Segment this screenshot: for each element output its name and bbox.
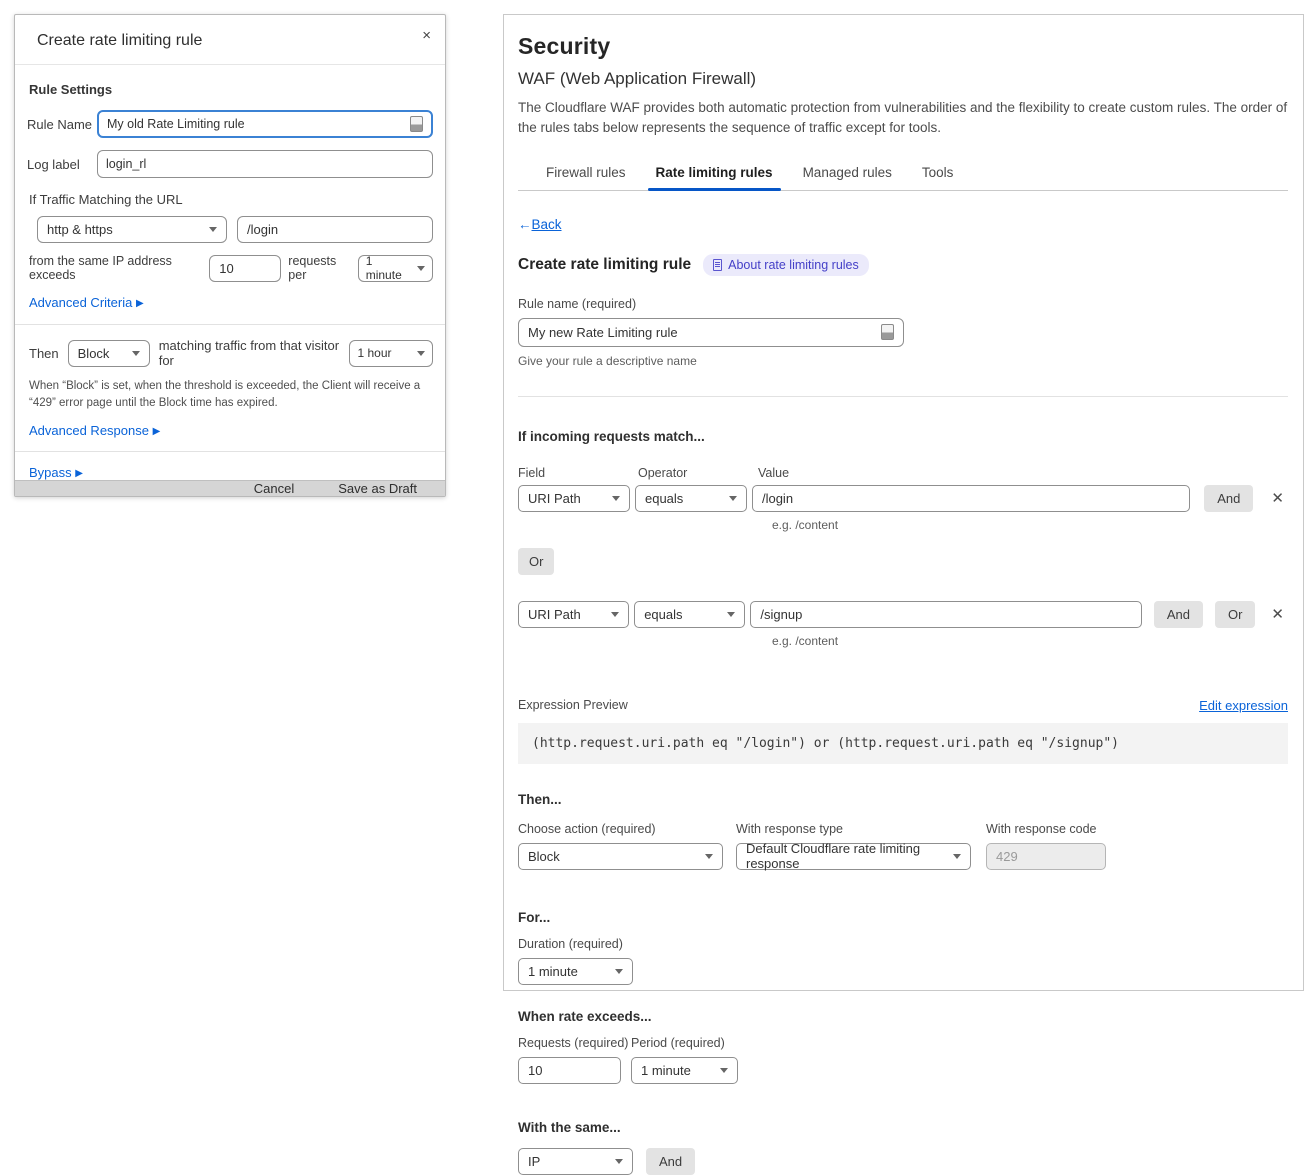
dialog-body — [15, 65, 445, 480]
chevron-down-icon — [612, 496, 620, 501]
autofill-extension-icon[interactable] — [410, 116, 423, 132]
dialog-title: Create rate limiting rule — [37, 32, 203, 49]
threshold-input[interactable] — [209, 255, 281, 282]
threshold-middle: requests per — [288, 254, 337, 282]
cancel-button[interactable]: Cancel — [253, 480, 295, 496]
rule-name-input[interactable] — [107, 117, 404, 131]
operator-select[interactable]: equals — [634, 601, 745, 628]
requests-label: Requests (required) — [518, 1035, 629, 1050]
for-heading: For... — [518, 909, 551, 925]
chevron-down-icon — [417, 266, 425, 271]
requests-input[interactable] — [518, 1057, 621, 1084]
block-help-text: When “Block” is set, when the threshold is exceeded, the Client will receive a “429” error page until the Block time has expired. — [29, 380, 421, 410]
chevron-down-icon — [132, 351, 140, 356]
page-subtitle: WAF (Web Application Firewall) — [518, 69, 757, 88]
save-as-draft-button[interactable]: Save as Draft — [338, 480, 417, 496]
advanced-criteria-link[interactable]: Advanced Criteria ▶ — [29, 295, 144, 310]
about-rate-limiting-rules-badge[interactable]: About rate limiting rules — [703, 254, 869, 276]
create-rate-limiting-rule-dialog — [14, 14, 446, 497]
dialog-header — [15, 15, 445, 65]
page-description: The Cloudflare WAF provides both automatic protection from vulnerabilities and the flexibility to create custom rules. The order of the rules tabs below represents the sequence of traffic except for tools. — [518, 100, 1288, 136]
tab-rate-limiting-rules[interactable]: Rate limiting rules — [654, 159, 775, 190]
period-label: Period (required) — [631, 1035, 725, 1050]
condition-row — [518, 601, 1288, 628]
chevron-down-icon — [611, 612, 619, 617]
rule-name-label: Rule name (required) — [518, 296, 637, 311]
back-link[interactable]: ←Back — [518, 216, 562, 232]
and-button[interactable]: And — [1154, 601, 1203, 628]
dialog-footer — [15, 480, 445, 497]
advanced-response-link[interactable]: Advanced Response ▶ — [29, 422, 161, 438]
field-label: Field — [518, 465, 546, 480]
threshold-prefix: from the same IP address exceeds — [29, 254, 172, 282]
operator-select[interactable]: equals — [635, 485, 747, 512]
rule-name-label: Rule Name — [27, 116, 93, 132]
period-select[interactable]: 1 minute — [358, 255, 433, 282]
duration-select[interactable]: 1 minute — [518, 958, 633, 985]
expander-arrow-icon: ▶ — [152, 425, 161, 437]
remove-condition-icon[interactable]: ✕ — [1271, 606, 1284, 623]
autofill-extension-icon[interactable] — [881, 324, 894, 340]
same-heading: With the same... — [518, 1119, 621, 1135]
chevron-down-icon — [953, 854, 961, 859]
rule-settings-heading: Rule Settings — [29, 82, 113, 97]
characteristic-select[interactable]: IP — [518, 1148, 633, 1175]
response-code-label: With response code — [986, 821, 1097, 836]
waf-security-panel — [503, 14, 1304, 1169]
log-label-input[interactable] — [106, 157, 424, 171]
form-title: Create rate limiting rule — [518, 255, 692, 273]
document-icon — [713, 259, 722, 271]
url-input[interactable] — [237, 216, 433, 243]
response-code-input — [986, 843, 1106, 870]
log-label-field — [97, 150, 433, 178]
rule-name-help: Give your rule a descriptive name — [518, 353, 697, 368]
action-select[interactable]: Block — [68, 340, 150, 367]
or-button[interactable]: Or — [1215, 601, 1255, 628]
scheme-select[interactable]: http & https — [37, 216, 227, 243]
chevron-down-icon — [209, 227, 217, 232]
rate-heading: When rate exceeds... — [518, 1008, 652, 1024]
tab-tools[interactable]: Tools — [921, 164, 954, 180]
close-icon[interactable]: × — [422, 27, 431, 44]
duration-label: Duration (required) — [518, 936, 623, 951]
chevron-down-icon — [615, 1159, 623, 1164]
expression-preview: (http.request.uri.path eq "/login") or (http.request.uri.path eq "/signup") — [518, 723, 1288, 764]
rules-tabs — [518, 159, 1288, 191]
operator-label: Operator — [638, 465, 688, 480]
expression-preview-label: Expression Preview — [518, 698, 628, 712]
bypass-link[interactable]: Bypass ▶ — [29, 464, 83, 480]
or-connector-button[interactable]: Or — [518, 548, 554, 575]
response-type-label: With response type — [736, 821, 843, 836]
chevron-down-icon — [615, 969, 623, 974]
value-input[interactable] — [750, 601, 1141, 628]
page-title: Security — [518, 33, 611, 59]
chevron-down-icon — [729, 496, 737, 501]
then-label: Then — [29, 345, 59, 361]
chevron-down-icon — [727, 612, 735, 617]
value-hint: e.g. /content — [772, 517, 839, 532]
field-select[interactable]: URI Path — [518, 601, 629, 628]
log-label-label: Log label — [27, 156, 80, 172]
remove-condition-icon[interactable]: ✕ — [1271, 490, 1284, 507]
value-label: Value — [758, 465, 790, 480]
expander-arrow-icon: ▶ — [75, 467, 83, 479]
condition-row — [518, 485, 1288, 512]
and-button[interactable]: And — [646, 1148, 695, 1175]
action-select[interactable]: Block — [518, 843, 723, 870]
and-button[interactable]: And — [1204, 485, 1253, 512]
value-input[interactable] — [752, 485, 1190, 512]
rate-period-select[interactable]: 1 minute — [631, 1057, 738, 1084]
tab-firewall-rules[interactable]: Firewall rules — [546, 164, 626, 180]
tab-managed-rules[interactable]: Managed rules — [802, 164, 892, 180]
choose-action-label: Choose action (required) — [518, 821, 656, 836]
expander-arrow-icon: ▶ — [135, 298, 144, 309]
then-middle: matching traffic from that visitor for — [158, 338, 340, 368]
response-type-select[interactable]: Default Cloudflare rate limiting response — [736, 843, 971, 870]
value-hint: e.g. /content — [772, 633, 839, 648]
match-heading: If incoming requests match... — [518, 428, 705, 444]
back-arrow-icon: ← — [518, 216, 532, 232]
field-select[interactable]: URI Path — [518, 485, 630, 512]
ban-duration-select[interactable]: 1 hour — [349, 340, 433, 367]
chevron-down-icon — [417, 351, 425, 356]
rule-name-field — [518, 318, 904, 347]
rule-name-input[interactable] — [528, 325, 875, 340]
rule-name-field — [97, 110, 433, 138]
chevron-down-icon — [720, 1068, 728, 1073]
then-heading: Then... — [518, 791, 562, 807]
chevron-down-icon — [705, 854, 713, 859]
traffic-match-label: If Traffic Matching the URL — [29, 192, 183, 207]
edit-expression-link[interactable]: Edit expression — [1199, 697, 1288, 713]
